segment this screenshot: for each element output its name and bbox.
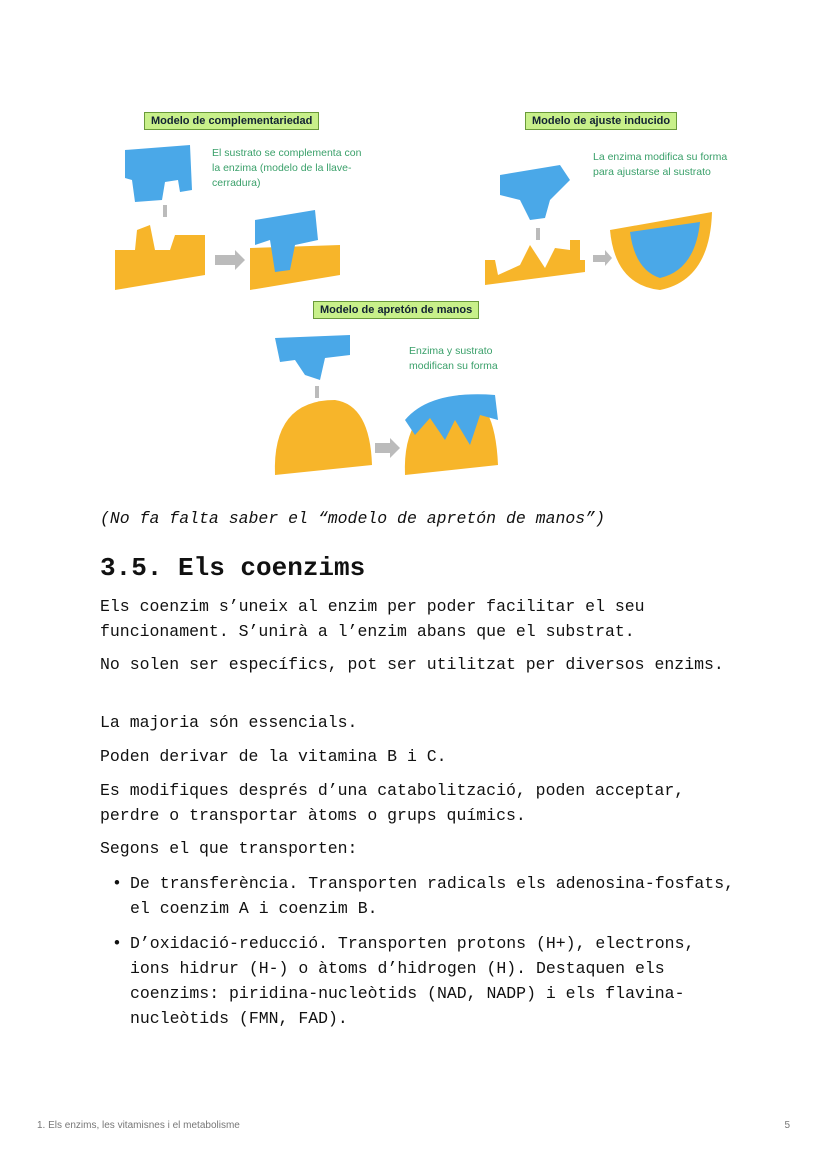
caption-ajuste-inducido: La enzima modifica su forma para ajustarse al sustrato — [593, 151, 728, 178]
paragraph: Segons el que transporten: — [100, 839, 358, 858]
paragraph: Els coenzim s’uneix al enzim per poder facilitar el seu funcionament. S’unirà a l’enzim abans que el substrat. — [100, 597, 645, 641]
caption-complementariedad: El sustrato se complementa con la enzima (modelo de la llave-cerradura) — [212, 147, 362, 189]
paragraph: Poden derivar de la vitamina B i C. — [100, 747, 447, 766]
list-item: • De transferència. Transporten radicals els adenosina-fosfats, el coenzim A i coenzim B. — [100, 871, 740, 921]
label-ajuste-inducido: Modelo de ajuste inducido — [525, 112, 677, 130]
label-apreton-manos: Modelo de apretón de manos — [313, 301, 479, 319]
label-complementariedad: Modelo de complementariedad — [144, 112, 319, 130]
section-heading: 3.5. Els coenzims — [100, 553, 366, 583]
footer-title: 1. Els enzims, les vitamisnes i el metabolisme — [37, 1120, 240, 1131]
paragraph: Es modifiques després d’una catabolització, poden acceptar, perdre o transportar àtoms o grups químics. — [100, 781, 685, 825]
figure-note: (No fa falta saber el “modelo de apretón de manos”) — [100, 509, 605, 528]
enzyme-models-figure — [100, 100, 730, 485]
page-number: 5 — [784, 1120, 790, 1131]
list-item: • D’oxidació-reducció. Transporten protons (H+), electrons, ions hidrur (H-) o àtoms d’hidrogen (H). Destaquen els coenzims: piridina-nucleòtids (NAD, NADP) i els flavina-nucleòtids (FMN, FAD). — [100, 931, 740, 1031]
coenzyme-types-list — [100, 871, 740, 1041]
paragraph: La majoria són essencials. — [100, 713, 358, 732]
paragraph: No solen ser específics, pot ser utilitzat per diversos enzims. — [100, 655, 724, 674]
caption-apreton-manos: Enzima y sustrato modifican su forma — [409, 345, 498, 372]
